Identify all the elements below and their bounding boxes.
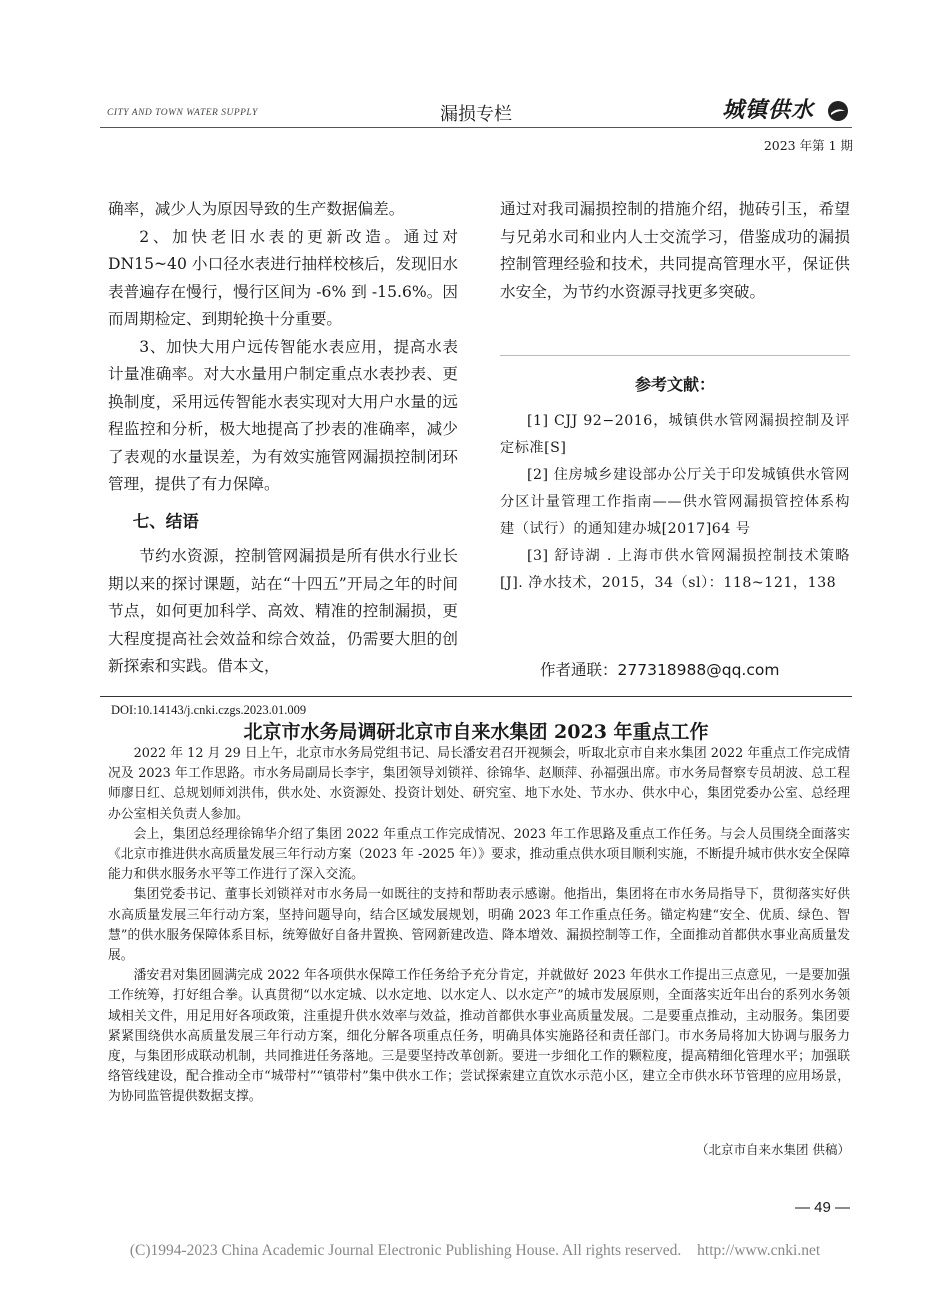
- left-column: [108, 196, 458, 681]
- footer: [0, 1242, 950, 1260]
- news-paragraph: 会上，集团总经理徐锦华介绍了集团 2022 年重点工作完成情况、2023 年工作思路及重点工作任务。与会人员围绕全面落实《北京市推进供水高质量发展三年行动方案（2023 年 -2025 年）》要求，推动重点供水项目顺利实施，不断提升城市供水安全保障能力和供水服务水平等工作进行了深入交流。: [108, 826, 850, 883]
- column-title: 漏损专栏: [440, 104, 512, 125]
- journal-english-name: CITY AND TOWN WATER SUPPLY: [107, 108, 258, 118]
- cnki-link[interactable]: http://www.cnki.net: [697, 1242, 821, 1259]
- references-list: [500, 408, 850, 597]
- reference-item: [2] 住房城乡建设部办公厅关于印发城镇供水管网分区计量管理工作指南——供水管网漏损管控体系构建（试行）的通知建办城[2017]64 号: [500, 467, 850, 537]
- globe-icon: [827, 100, 849, 122]
- reference-item: [3] 舒诗湖 . 上海市供水管网漏损控制技术策略 [J]. 净水技术，2015，34（sl）：118~121，138: [500, 548, 850, 591]
- header-rule: [100, 127, 852, 128]
- section-heading: 七、结语: [132, 511, 199, 531]
- doi: DOI:10.14143/j.cnki.czgs.2023.01.009: [111, 703, 307, 717]
- journal-logo: [722, 93, 849, 124]
- paragraph: 2、加快老旧水表的更新改造。通过对 DN15~40 小口径水表进行抽样校核后，发现旧水表普遍存在慢行，慢行区间为 -6% 到 -15.6%。因而周期检定、到期轮换十分重要。: [108, 227, 458, 328]
- paragraph: 通过对我司漏损控制的措施介绍，抛砖引玉，希望与兄弟水司和业内人士交流学习，借鉴成功的漏损控制管理经验和技术，共同提高管理水平，保证供水安全，为节约水资源寻找更多突破。: [500, 200, 850, 301]
- references-divider: [500, 355, 850, 356]
- news-paragraph: 潘安君对集团圆满完成 2022 年各项供水保障工作任务给予充分肯定，并就做好 2023 年供水工作提出三点意见，一是要加强工作统筹，打好组合拳。认真贯彻“以水定城、以水定地、以水定人、以水定产”的城市发展原则，全面落实近年出台的系列水务领域相关文件，用足用好各项政策，注重提升供水效率与效益，推动首都供水事业高质量发展。二是要重点推动，主动服务。集团要紧紧围绕供水高质量发展三年行动方案，细化分解各项重点任务，明确具体实施路径和责任部门。市水务局将加大协调与服务力度，与集团形成联动机制，共同推进任务落地。三是要坚持改革创新。要进一步细化工作的颗粒度，提高精细化管理水平；加强联络管线建设，配合推动全市“城带村”“镇带村”集中供水工作；尝试探索建立直饮水示范小区，建立全市供水环节管理的应用场景，为协同监管提供数据支撑。: [108, 968, 850, 1105]
- references-title: 参考文献：: [634, 375, 715, 394]
- news-title: 北京市水务局调研北京市自来水集团 2023 年重点工作: [243, 721, 709, 743]
- news-paragraph: 2022 年 12 月 29 日上午，北京市水务局党组书记、局长潘安君召开视频会，听取北京市自来水集团 2022 年重点工作完成情况及 2023 年工作思路。市水务局副局长李宇，集团领导刘锁祥、徐锦华、赵顺萍、孙福强出席。市水务局督察专员胡波、总工程师廖日红、总规划师刘洪伟，供水处、水资源处、投资计划处、研究室、地下水处、节水办、供水中心，集团党委办公室、总经理办公室相关负责人参加。: [108, 746, 850, 822]
- reference-item: [1] CJJ 92−2016，城镇供水管网漏损控制及评定标准[S]: [500, 413, 850, 456]
- journal-logo-text: 城镇供水: [722, 97, 815, 123]
- paragraph: 确率，减少人为原因导致的生产数据偏差。: [108, 200, 405, 218]
- paragraph: 3、加快大用户远传智能水表应用，提高水表计量准确率。对大水量用户制定重点水表抄表、更换制度，采用远传智能水表实现对大用户水量的远程监控和分析，极大地提高了抄表的准确率，减少了表观的水量误差，为有效实施管网漏损控制闭环管理，提供了有力保障。: [108, 337, 458, 493]
- copyright-notice: (C)1994-2023 China Academic Journal Electronic Publishing House. All rights reserved.: [129, 1242, 682, 1259]
- page-number: — 49 —: [794, 1199, 850, 1216]
- paragraph: 节约水资源，控制管网漏损是所有供水行业长期以来的探讨课题，站在“十四五”开局之年的时间节点，如何更加科学、高效、精准的控制漏损，更大程度提高社会效益和综合效益，仍需要大胆的创新探索和实践。借本文，: [108, 547, 458, 675]
- right-column: [500, 196, 850, 306]
- news-paragraph: 集团党委书记、董事长刘锁祥对市水务局一如既往的支持和帮助表示感谢。他指出，集团将在市水务局指导下，贯彻落实好供水高质量发展三年行动方案，坚持问题导向，结合区域发展规划，明确 2023 年工作重点任务。锚定构建“安全、优质、绿色、智慧”的供水服务保障体系目标，统筹做好自备井置换、管网新建改造、降本增效、漏损控制等工作，全面推动首都供水事业高质量发展。: [108, 887, 850, 964]
- section-rule: [100, 696, 852, 697]
- news-body: [108, 744, 850, 1108]
- author-contact: 作者通联：277318988@qq.com: [540, 661, 780, 679]
- news-source: （北京市自来水集团 供稿）: [696, 1142, 850, 1157]
- issue-label: 2023 年第 1 期: [763, 138, 853, 153]
